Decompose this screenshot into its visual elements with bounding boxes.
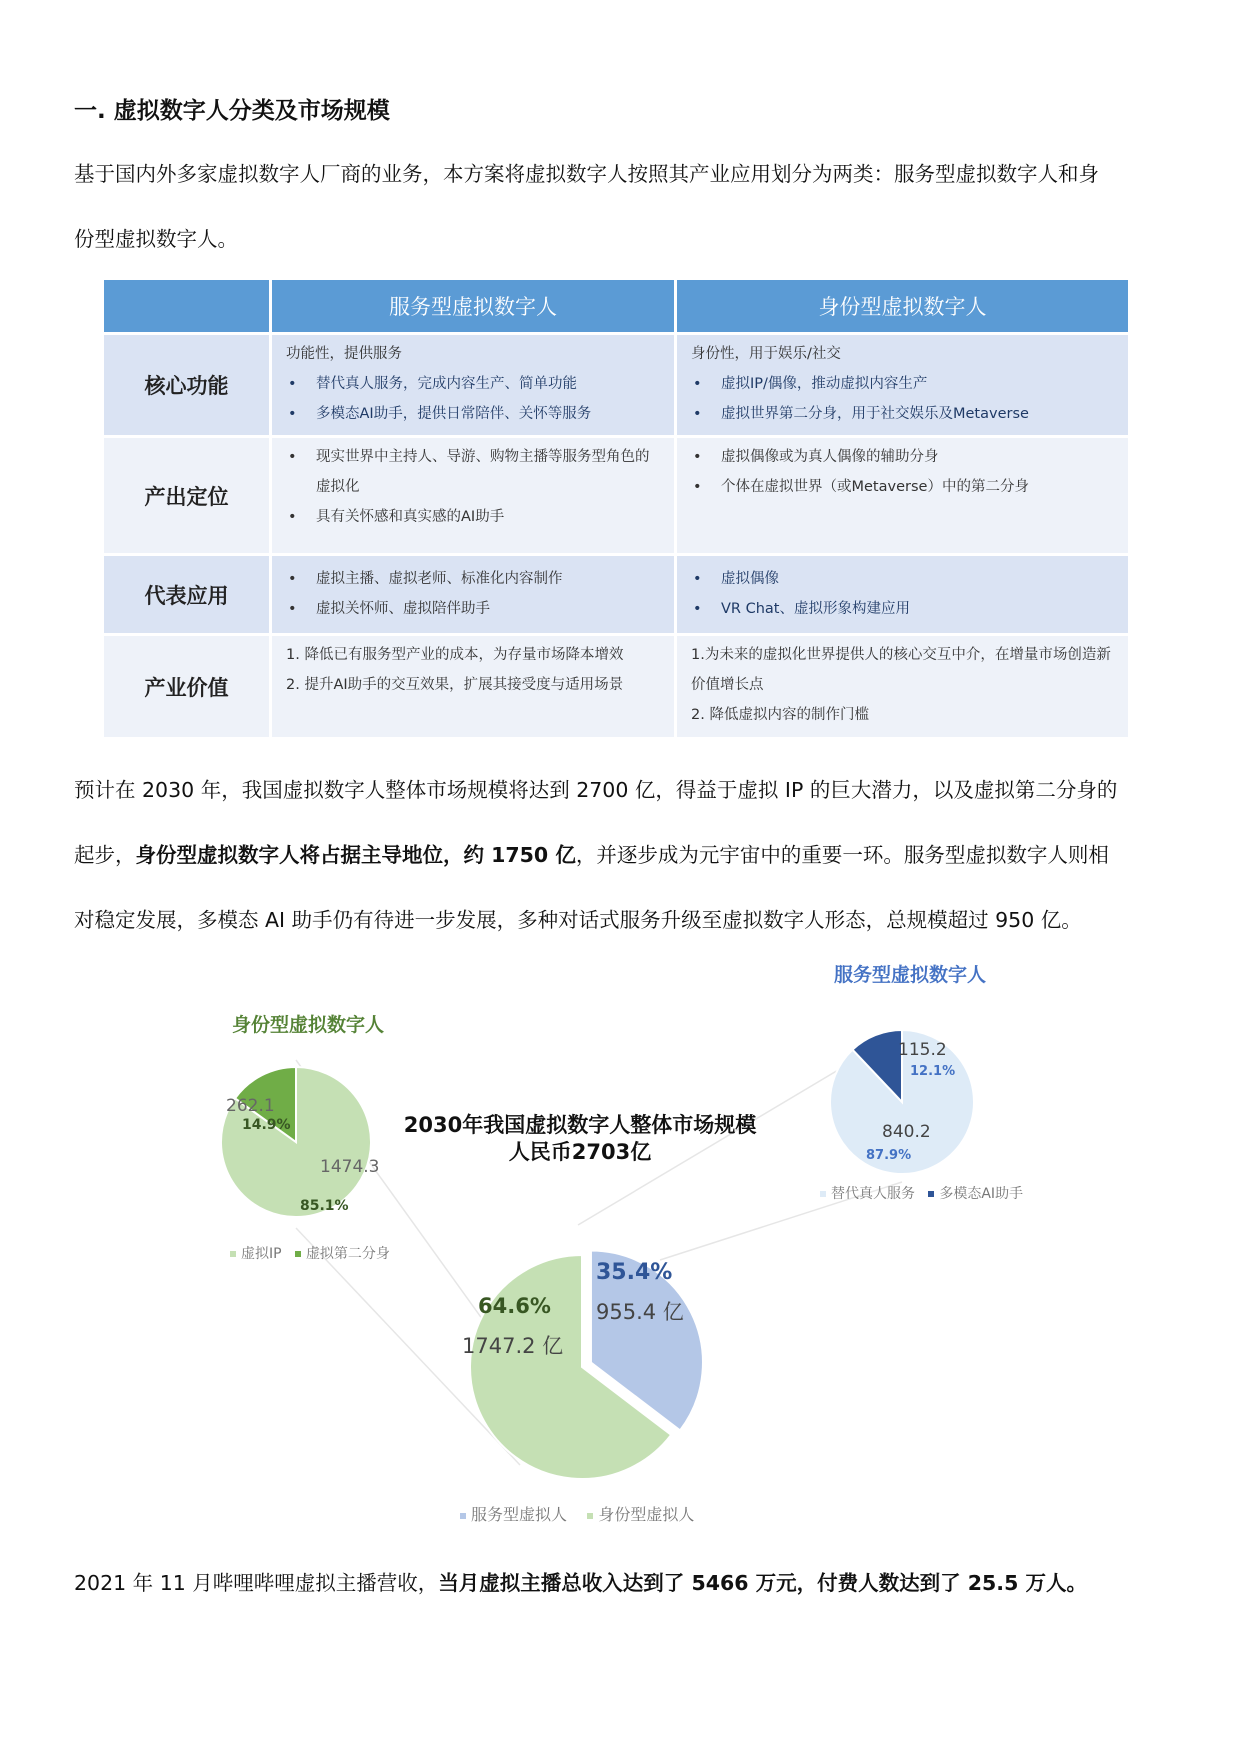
main-val-identity: 1747.2 亿	[462, 1334, 564, 1358]
list-item: • 虚拟偶像或为真人偶像的辅助分身	[691, 442, 1114, 472]
main-pct-identity: 64.6%	[478, 1294, 551, 1318]
identity-pie-chart	[211, 1057, 381, 1227]
bold-span: 身份型虚拟数字人将占据主导地位，约 1750 亿	[135, 843, 576, 867]
legend-label: 身份型虚拟人	[598, 1505, 695, 1524]
list-item: • 替代真人服务，完成内容生产、简单功能	[286, 369, 660, 399]
row-label: 产业价值	[104, 636, 272, 740]
list-item: • 虚拟IP/偶像，推动虚拟内容生产	[691, 369, 1114, 399]
service-legend	[820, 1183, 1023, 1203]
main-pct-service: 35.4%	[596, 1260, 673, 1285]
chart-title-line: 2030年我国虚拟数字人整体市场规模	[403, 1113, 757, 1137]
identity-pct-ip: 85.1%	[300, 1198, 349, 1214]
list-item: • 虚拟主播、虚拟老师、标准化内容制作	[286, 564, 660, 594]
identity-chart-title: 身份型虚拟数字人	[232, 1014, 385, 1036]
legend-label: 虚拟IP	[241, 1246, 282, 1262]
legend-swatch	[295, 1251, 301, 1257]
header-identity: 身份型虚拟数字人	[677, 280, 1131, 335]
cell-identity	[677, 636, 1131, 740]
market-charts-figure	[0, 960, 1241, 1550]
main-val-service: 955.4 亿	[596, 1300, 684, 1324]
service-pct-ai: 12.1%	[910, 1064, 956, 1079]
cell-identity	[677, 335, 1131, 438]
legend-swatch	[928, 1191, 934, 1197]
table-row	[104, 556, 1131, 636]
list-item: • 具有关怀感和真实感的AI助手	[286, 502, 660, 532]
cell-intro: 身份性，用于娱乐/社交	[691, 346, 841, 362]
list-item: • 虚拟关怀师、虚拟陪伴助手	[286, 594, 660, 624]
cell-identity	[677, 438, 1131, 556]
market-paragraph	[74, 758, 1174, 953]
intro-line-2: 份型虚拟数字人。	[74, 227, 238, 251]
cell-service	[272, 335, 677, 438]
chart-subtitle-line: 人民币2703亿	[508, 1140, 652, 1164]
service-val-human: 840.2	[882, 1122, 931, 1142]
service-pct-human: 87.9%	[866, 1148, 912, 1163]
value-line: 2. 降低虚拟内容的制作门槛	[691, 707, 869, 723]
text-span: 2021 年 11 月哔哩哔哩虚拟主播营收，	[74, 1571, 439, 1595]
row-label: 代表应用	[104, 556, 272, 636]
header-service: 服务型虚拟数字人	[272, 280, 677, 335]
table-row	[104, 335, 1131, 438]
row-label: 核心功能	[104, 335, 272, 438]
cell-identity	[677, 556, 1131, 636]
main-chart-title	[380, 1112, 780, 1166]
comparison-table	[104, 280, 1131, 740]
identity-pct-second: 14.9%	[242, 1117, 291, 1133]
cell-service	[272, 438, 677, 556]
value-line: 1. 降低已有服务型产业的成本，为存量市场降本增效	[286, 647, 624, 663]
table-corner	[104, 280, 272, 335]
cell-service	[272, 636, 677, 740]
legend-swatch	[820, 1191, 826, 1197]
legend-label: 虚拟第二分身	[305, 1246, 390, 1262]
identity-val-ip: 1474.3	[320, 1157, 380, 1177]
revenue-paragraph	[74, 1563, 1174, 1603]
main-pie-chart	[440, 1215, 740, 1515]
cell-intro: 功能性，提供服务	[286, 346, 402, 362]
market-line-3: 对稳定发展，多模态 AI 助手仍有待进一步发展，多种对话式服务升级至虚拟数字人形态，总规模超过 950 亿。	[74, 908, 1082, 932]
row-label: 产出定位	[104, 438, 272, 556]
intro-line-1: 基于国内外多家虚拟数字人厂商的业务，本方案将虚拟数字人按照其产业应用划分为两类：服务型虚拟数字人和身	[74, 162, 1099, 186]
value-line: 2. 提升AI助手的交互效果，扩展其接受度与适用场景	[286, 677, 624, 693]
table-header-row	[104, 280, 1131, 335]
table-row	[104, 438, 1131, 556]
section-heading: 一. 虚拟数字人分类及市场规模	[74, 98, 390, 124]
legend-label: 多模态AI助手	[939, 1186, 1024, 1202]
list-item: • 虚拟世界第二分身，用于社交娱乐及Metaverse	[691, 399, 1114, 429]
list-item: • 现实世界中主持人、导游、购物主播等服务型角色的虚拟化	[286, 442, 660, 502]
table-row	[104, 636, 1131, 740]
list-item: • VR Chat、虚拟形象构建应用	[691, 594, 1114, 624]
list-item: • 个体在虚拟世界（或Metaverse）中的第二分身	[691, 472, 1114, 502]
cell-service	[272, 556, 677, 636]
list-item: • 多模态AI助手，提供日常陪伴、关怀等服务	[286, 399, 660, 429]
service-chart-title: 服务型虚拟数字人	[834, 964, 987, 986]
text-span: ，并逐步成为元宇宙中的重要一环。服务型虚拟数字人则相	[575, 843, 1109, 867]
legend-swatch	[587, 1513, 593, 1519]
bold-span: 当月虚拟主播总收入达到了 5466 万元，付费人数达到了 25.5 万人。	[438, 1571, 1087, 1595]
main-legend	[460, 1502, 694, 1525]
legend-swatch	[460, 1513, 466, 1519]
identity-val-second: 262.1	[226, 1096, 275, 1116]
identity-legend	[230, 1243, 390, 1263]
text-span: 起步，	[74, 843, 136, 867]
value-line: 1.为未来的虚拟化世界提供人的核心交互中介，在增量市场创造新价值增长点	[691, 647, 1111, 693]
intro-paragraph	[74, 142, 1174, 272]
market-line-1: 预计在 2030 年，我国虚拟数字人整体市场规模将达到 2700 亿，得益于虚拟 IP 的巨大潜力，以及虚拟第二分身的	[74, 778, 1118, 802]
service-val-ai: 115.2	[898, 1040, 947, 1060]
legend-swatch	[230, 1251, 236, 1257]
list-item: • 虚拟偶像	[691, 564, 1114, 594]
legend-label: 服务型虚拟人	[471, 1505, 568, 1524]
legend-label: 替代真人服务	[831, 1186, 915, 1202]
market-line-2	[74, 823, 1174, 888]
